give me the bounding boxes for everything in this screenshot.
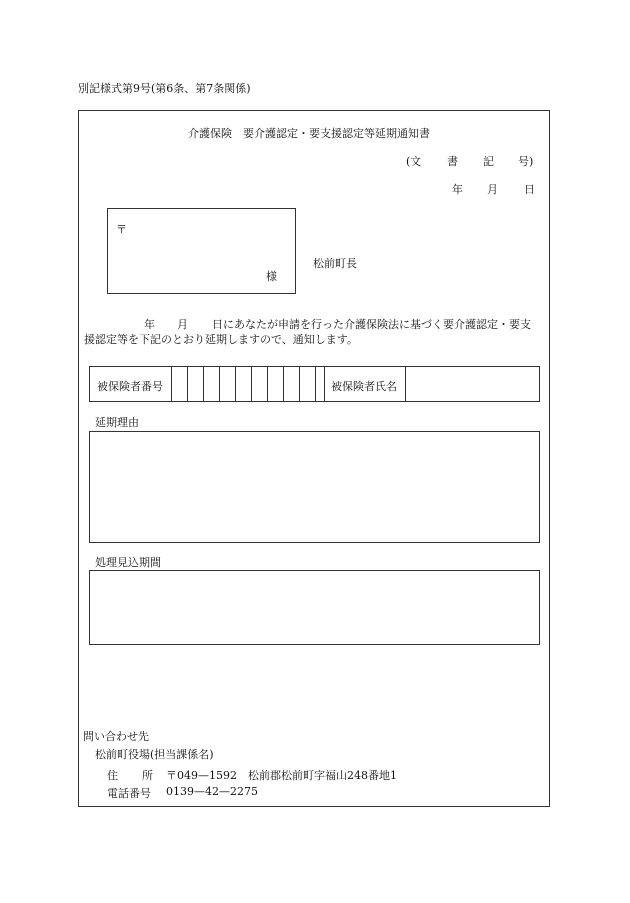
- insured-number-digit[interactable]: [315, 367, 324, 401]
- reason-field[interactable]: [89, 431, 540, 543]
- insured-number-digit[interactable]: [283, 367, 299, 401]
- document-title: 介護保険 要介護認定・要支援認定等延期通知書: [188, 127, 430, 140]
- notice-date-month: 月: [177, 318, 188, 331]
- contact-phone-value: 0139—42—2275: [166, 785, 258, 798]
- issue-date-day: 日: [524, 183, 535, 196]
- notice-line-1: 日にあなたが申請を行った介護保険法に基づく要介護認定・要支: [212, 318, 531, 331]
- recipient-address-box[interactable]: [107, 208, 296, 294]
- recipient-honorific: 様: [266, 270, 277, 283]
- doc-number-char-2: 記: [483, 155, 494, 168]
- issue-date-month: 月: [487, 183, 498, 196]
- insured-number-digit[interactable]: [187, 367, 203, 401]
- issuer-name: 松前町長: [313, 257, 357, 270]
- form-reference: 別記様式第9号(第6条、第7条関係): [78, 82, 251, 95]
- postal-mark: 〒: [116, 223, 127, 236]
- notice-line-2: 援認定等を下記のとおり延期しますので、通知します。: [84, 333, 358, 346]
- insured-number-digit[interactable]: [299, 367, 315, 401]
- insured-number-label: 被保険者番号: [97, 380, 163, 393]
- issue-date-year: 年: [452, 183, 463, 196]
- insured-number-digit[interactable]: [219, 367, 235, 401]
- contact-address-value: 〒049—1592 松前郡松前町字福山248番地1: [166, 769, 397, 782]
- contact-office: 松前町役場(担当課係名): [95, 748, 214, 761]
- insured-number-digit[interactable]: [171, 367, 187, 401]
- insured-number-digit[interactable]: [251, 367, 267, 401]
- insured-name-label: 被保険者氏名: [331, 380, 397, 393]
- expected-period-field[interactable]: [89, 570, 540, 645]
- doc-number-char-1: 書: [447, 155, 458, 168]
- expected-period-label: 処理見込期間: [95, 556, 161, 569]
- insured-person-table: [89, 366, 540, 402]
- contact-phone-label: 電話番号: [107, 787, 151, 800]
- insured-number-digit[interactable]: [267, 367, 283, 401]
- insured-name-label-cell: [324, 367, 405, 401]
- contact-address-label-1: 住: [107, 769, 118, 782]
- insured-name-field[interactable]: [405, 367, 541, 401]
- notice-date-year: 年: [144, 318, 155, 331]
- contact-heading: 問い合わせ先: [83, 730, 149, 743]
- insured-number-digit[interactable]: [203, 367, 219, 401]
- doc-number-open: (文: [406, 155, 422, 168]
- reason-label: 延期理由: [95, 416, 139, 429]
- insured-number-digit[interactable]: [235, 367, 251, 401]
- doc-number-close: 号): [518, 155, 534, 168]
- contact-address-label-2: 所: [142, 769, 153, 782]
